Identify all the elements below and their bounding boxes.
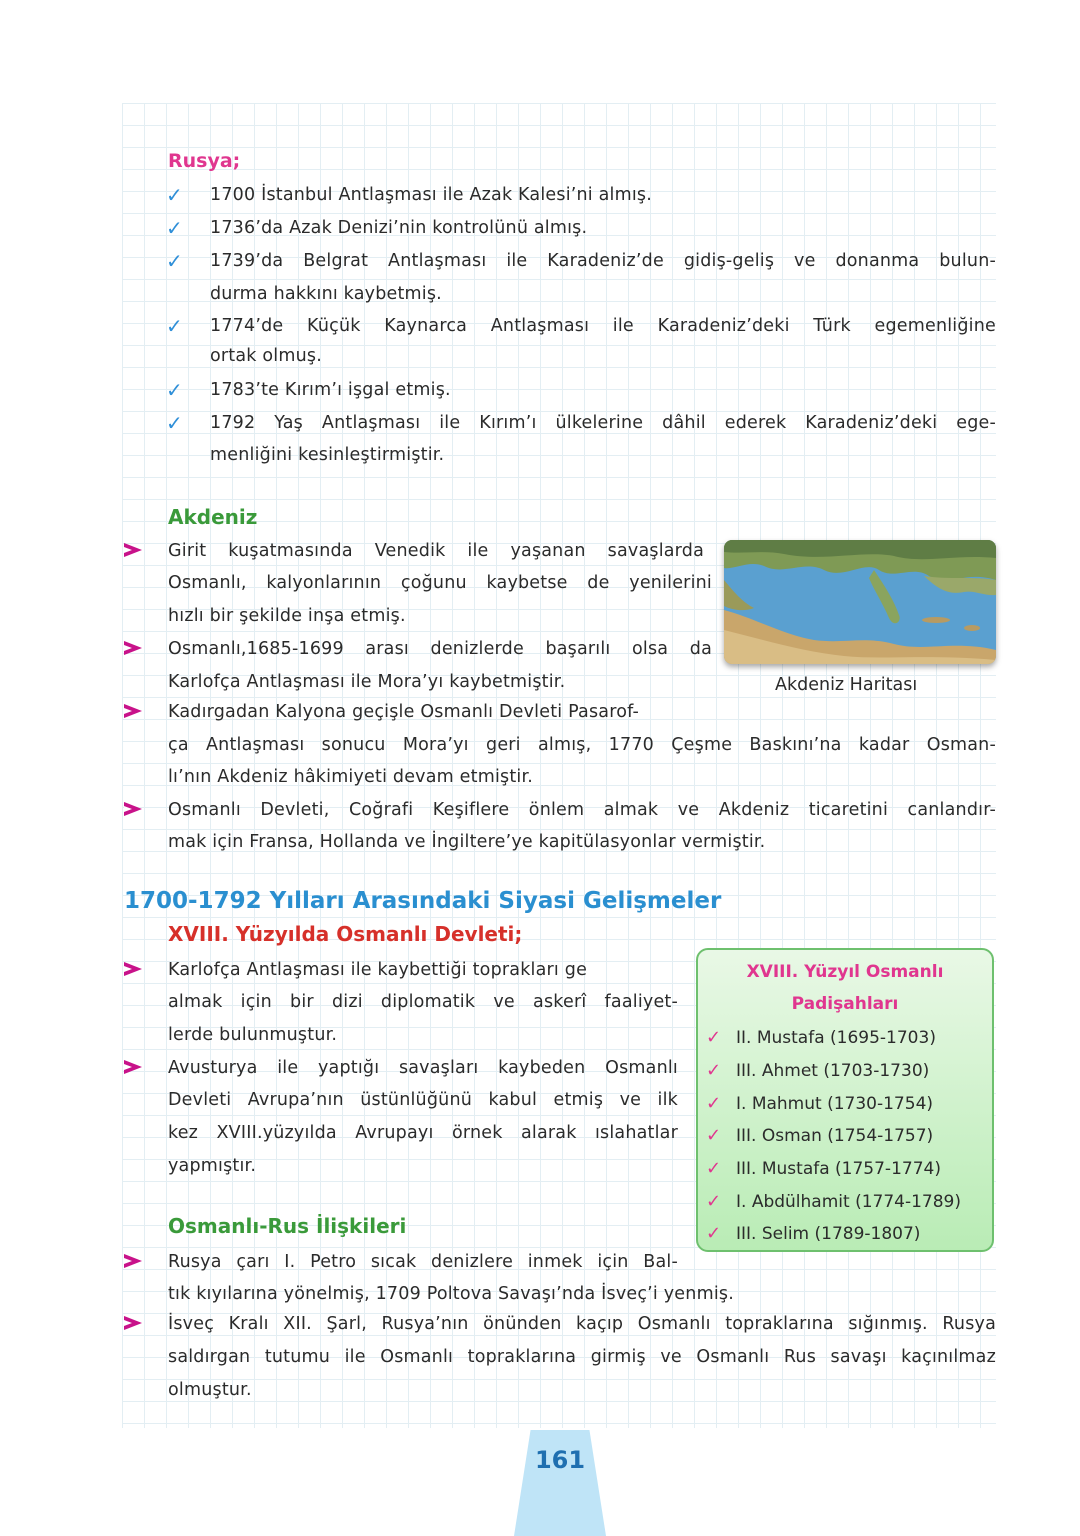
check-icon: ✓ bbox=[706, 1158, 722, 1179]
arrow-bullet-icon bbox=[124, 962, 142, 976]
akdeniz-item-3-line-3: lı’nın Akdeniz hâkimiyeti devam etmiştir. bbox=[168, 767, 534, 787]
sultan-item: II. Mustafa (1695-1703) bbox=[736, 1028, 936, 1048]
check-icon: ✓ bbox=[706, 1093, 722, 1114]
sultan-item: III. Mustafa (1757-1774) bbox=[736, 1159, 941, 1179]
arrow-bullet-icon bbox=[124, 1060, 142, 1074]
sultans-box-title-line-2: Padişahları bbox=[791, 994, 899, 1014]
rusya-item-4-line-1: 1774’de Küçük Kaynarca Antlaşması ile Karadeniz’deki Türk egemenliğine bbox=[210, 316, 996, 336]
rusya-item-5: 1783’te Kırım’ı işgal etmiş. bbox=[210, 380, 451, 400]
page-number: 161 bbox=[534, 1446, 586, 1474]
rusya-item-6-line-1: 1792 Yaş Antlaşması ile Kırım’ı ülkelerine dâhil ederek Karadeniz’deki ege- bbox=[210, 413, 996, 433]
arrow-bullet-icon bbox=[124, 543, 142, 557]
akdeniz-item-1-line-2: Osmanlı, kalyonlarının çoğunu kaybetse de yenilerini bbox=[168, 573, 712, 593]
rusya-item-1: 1700 İstanbul Antlaşması ile Azak Kalesi’ni almış. bbox=[210, 185, 653, 205]
rus-item-1-line-2: tık kıyılarına yönelmiş, 1709 Poltova Savaşı’nda İsveç’i yenmiş. bbox=[168, 1284, 734, 1304]
rusya-item-2: 1736’da Azak Denizi’nin kontrolünü almış. bbox=[210, 218, 588, 238]
akdeniz-item-2-line-2: Karlofça Antlaşması ile Mora’yı kaybetmiştir. bbox=[168, 672, 566, 692]
section-item-2-line-4: yapmıştır. bbox=[168, 1156, 257, 1176]
rus-item-2-line-1: İsveç Kralı XII. Şarl, Rusya’nın önünden kaçıp Osmanlı topraklarına sığınmış. Rusya bbox=[168, 1314, 996, 1334]
check-icon: ✓ bbox=[706, 1223, 722, 1244]
arrow-bullet-icon bbox=[124, 704, 142, 718]
map-caption: Akdeniz Haritası bbox=[775, 675, 918, 695]
rus-item-2-line-3: olmuştur. bbox=[168, 1380, 252, 1400]
section-item-2-line-1: Avusturya ile yaptığı savaşları kaybeden Osmanlı bbox=[168, 1058, 678, 1078]
sultan-item: I. Abdülhamit (1774-1789) bbox=[736, 1192, 962, 1212]
check-icon: ✓ bbox=[706, 1191, 722, 1212]
check-icon: ✓ bbox=[166, 249, 183, 273]
check-icon: ✓ bbox=[166, 216, 183, 240]
arrow-bullet-icon bbox=[124, 1316, 142, 1330]
section-item-2-line-3: kez XVIII.yüzyılda Avrupayı örnek alarak ıslahatlar bbox=[168, 1123, 678, 1143]
check-icon: ✓ bbox=[706, 1125, 722, 1146]
rus-item-2-line-2: saldırgan tutumu ile Osmanlı topraklarına girmiş ve Osmanlı Rus savaşı kaçınılmaz bbox=[168, 1347, 996, 1367]
sultan-item: I. Mahmut (1730-1754) bbox=[736, 1094, 934, 1114]
check-icon: ✓ bbox=[706, 1027, 722, 1048]
akdeniz-item-4-line-1: Osmanlı Devleti, Coğrafi Keşiflere önlem almak ve Akdeniz ticaretini canlandır- bbox=[168, 800, 996, 820]
section-item-1-line-2: almak için bir dizi diplomatik ve askerî faaliyet- bbox=[168, 992, 678, 1012]
rusya-item-4-line-2: ortak olmuş. bbox=[210, 346, 322, 366]
section-subtitle: XVIII. Yüzyılda Osmanlı Devleti; bbox=[168, 922, 523, 946]
check-icon: ✓ bbox=[166, 183, 183, 207]
check-icon: ✓ bbox=[166, 411, 183, 435]
section-item-1-line-3: lerde bulunmuştur. bbox=[168, 1025, 338, 1045]
sultan-item: III. Selim (1789-1807) bbox=[736, 1224, 921, 1244]
arrow-bullet-icon bbox=[124, 802, 142, 816]
rus-iliskileri-title: Osmanlı-Rus İlişkileri bbox=[168, 1214, 407, 1238]
section-item-1-line-1: Karlofça Antlaşması ile kaybettiği toprakları ge bbox=[168, 960, 588, 980]
check-icon: ✓ bbox=[166, 378, 183, 402]
akdeniz-item-1-line-1: Girit kuşatmasında Venedik ile yaşanan savaşlarda bbox=[168, 541, 704, 561]
akdeniz-title: Akdeniz bbox=[168, 505, 258, 529]
rus-item-1-line-1: Rusya çarı I. Petro sıcak denizlere inmek için Bal- bbox=[168, 1252, 678, 1272]
arrow-bullet-icon bbox=[124, 1254, 142, 1268]
section-title: 1700-1792 Yılları Arasındaki Siyasi Gelişmeler bbox=[124, 888, 722, 914]
akdeniz-item-3-line-1: Kadırgadan Kalyona geçişle Osmanlı Devleti Pasarof- bbox=[168, 702, 640, 722]
sultan-item: III. Osman (1754-1757) bbox=[736, 1126, 934, 1146]
section-item-2-line-2: Devleti Avrupa’nın üstünlüğünü kabul etmiş ve ilk bbox=[168, 1090, 678, 1110]
check-icon: ✓ bbox=[706, 1060, 722, 1081]
rusya-title: Rusya; bbox=[168, 150, 241, 172]
arrow-bullet-icon bbox=[124, 641, 142, 655]
akdeniz-item-2-line-1: Osmanlı,1685-1699 arası denizlerde başarılı olsa da bbox=[168, 639, 712, 659]
akdeniz-item-1-line-3: hızlı bir şekilde inşa etmiş. bbox=[168, 606, 406, 626]
rusya-item-6-line-2: menliğini kesinleştirmiştir. bbox=[210, 445, 445, 465]
check-icon: ✓ bbox=[166, 314, 183, 338]
sultan-item: III. Ahmet (1703-1730) bbox=[736, 1061, 930, 1081]
akdeniz-item-4-line-2: mak için Fransa, Hollanda ve İngiltere’ye kapitülasyonlar vermiştir. bbox=[168, 832, 766, 852]
sultans-box bbox=[696, 948, 994, 1252]
rusya-item-3-line-1: 1739’da Belgrat Antlaşması ile Karadeniz’de gidiş-geliş ve donanma bulun- bbox=[210, 251, 996, 271]
mediterranean-map-image bbox=[724, 540, 996, 664]
sultans-box-title-line-1: XVIII. Yüzyıl Osmanlı bbox=[746, 962, 944, 982]
rusya-item-3-line-2: durma hakkını kaybetmiş. bbox=[210, 284, 442, 304]
akdeniz-item-3-line-2: ça Antlaşması sonucu Mora’yı geri almış, 1770 Çeşme Baskını’na kadar Osman- bbox=[168, 735, 996, 755]
